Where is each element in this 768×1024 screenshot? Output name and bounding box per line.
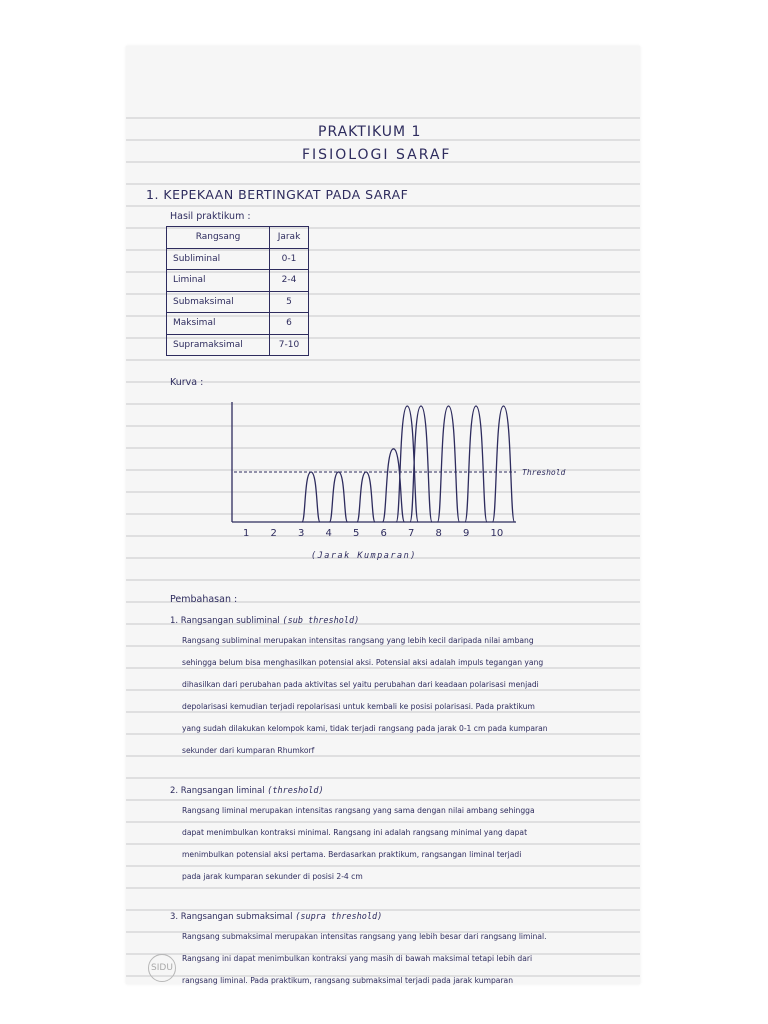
x-tick-label: 9 [463,528,470,539]
discussion-item-title [170,616,359,626]
table-header-rangsang: Rangsang [167,227,270,249]
item-title-text: 3. Rangsangan submaksimal [170,912,293,922]
table-row [167,291,309,313]
x-tick-label: 8 [435,528,442,539]
discussion-line: Rangsang submaksimal merupakan intensitas rangsang yang lebih besar dari rangsang liminal. [182,932,547,941]
response-peak [493,406,515,522]
notebook-page [126,46,640,984]
table-cell: 0-1 [270,248,309,270]
x-tick-label: 5 [353,528,360,539]
table-cell: 6 [270,313,309,335]
discussion-line: yang sudah dilakukan kelompok kami, tidak terjadi rangsang pada jarak 0-1 cm pada kumparan [182,724,548,733]
section-heading: 1. KEPEKAAN BERTINGKAT PADA SARAF [146,187,409,202]
response-peak [465,406,487,522]
discussion-line: Rangsang liminal merupakan intensitas rangsang yang sama dengan nilai ambang sehingga [182,806,535,815]
table-cell: 2-4 [270,270,309,292]
discussion-line: Rangsang ini dapat menimbulkan kontraksi yang masih di bawah maksimal tetapi lebih dari [182,954,533,963]
discussion-line: rangsang liminal. Pada praktikum, rangsang submaksimal terjadi pada jarak kumparan [182,976,514,985]
response-peak [438,406,460,522]
response-peak [302,472,320,522]
x-tick-label: 4 [325,528,332,539]
stimulus-curve-chart [216,386,586,576]
item-note-text: (supra threshold) [295,912,383,922]
results-label: Hasil praktikum : [170,211,251,222]
item-note-text: (sub threshold) [282,616,360,626]
x-tick-label: 2 [270,528,277,539]
table-cell: Maksimal [167,313,270,335]
curve-label: Kurva : [170,377,204,388]
x-tick-label: 1 [243,528,250,539]
response-peak [330,472,348,522]
x-tick-label: 10 [490,528,504,539]
response-peak [357,472,375,522]
discussion-line: sehingga belum bisa menghasilkan potensial aksi. Potensial aksi adalah impuls tegangan yang [182,658,544,667]
item-title-text: 2. Rangsangan liminal [170,786,265,796]
discussion-line: dihasilkan dari perubahan pada aktivitas sel yaitu perubahan dari keadaan polarisasi menjadi [182,680,539,689]
table-cell: 7-10 [270,334,309,356]
table-cell: Submaksimal [167,291,270,313]
table-cell: 5 [270,291,309,313]
table-row [167,270,309,292]
discussion-line: pada jarak kumparan sekunder di posisi 2-4 cm [182,872,363,881]
discussion-item-title [170,912,382,922]
table-cell: Subliminal [167,248,270,270]
table-header-jarak: Jarak [270,227,309,249]
table-row [167,313,309,335]
table-cell: Supramaksimal [167,334,270,356]
threshold-label: Threshold [522,468,566,477]
x-tick-label: 3 [298,528,305,539]
item-note-text: (threshold) [267,786,324,796]
discussion-line: dapat menimbulkan kontraksi minimal. Rangsang ini adalah rangsang minimal yang dapat [182,828,528,837]
response-peak [410,406,432,522]
discussion-line: depolarisasi kemudian terjadi repolarisasi untuk kembali ke posisi polarisasi. Pada praktikum [182,702,535,711]
x-axis-label: (Jarak Kumparan) [311,551,417,561]
discussion-heading: Pembahasan : [170,594,238,605]
table-row [167,334,309,356]
table-cell: Liminal [167,270,270,292]
discussion-item-title [170,786,324,796]
table-header-row [167,227,309,249]
discussion-line: menimbulkan potensial aksi pertama. Berdasarkan praktikum, rangsangan liminal terjadi [182,850,522,859]
page-subtitle: FISIOLOGI SARAF [302,147,452,163]
discussion-line: sekunder dari kumparan Rhumkorf [182,746,315,755]
page-title: PRAKTIKUM 1 [318,124,422,140]
response-peak [396,406,418,522]
response-peak [383,449,405,522]
notebook-brand-stamp: SIDU [148,954,176,982]
results-table [166,226,309,356]
discussion-line: Rangsang subliminal merupakan intensitas rangsang yang lebih kecil daripada nilai ambang [182,636,534,645]
x-tick-label: 6 [380,528,387,539]
item-title-text: 1. Rangsangan subliminal [170,616,280,626]
table-row [167,248,309,270]
x-tick-label: 7 [408,528,415,539]
